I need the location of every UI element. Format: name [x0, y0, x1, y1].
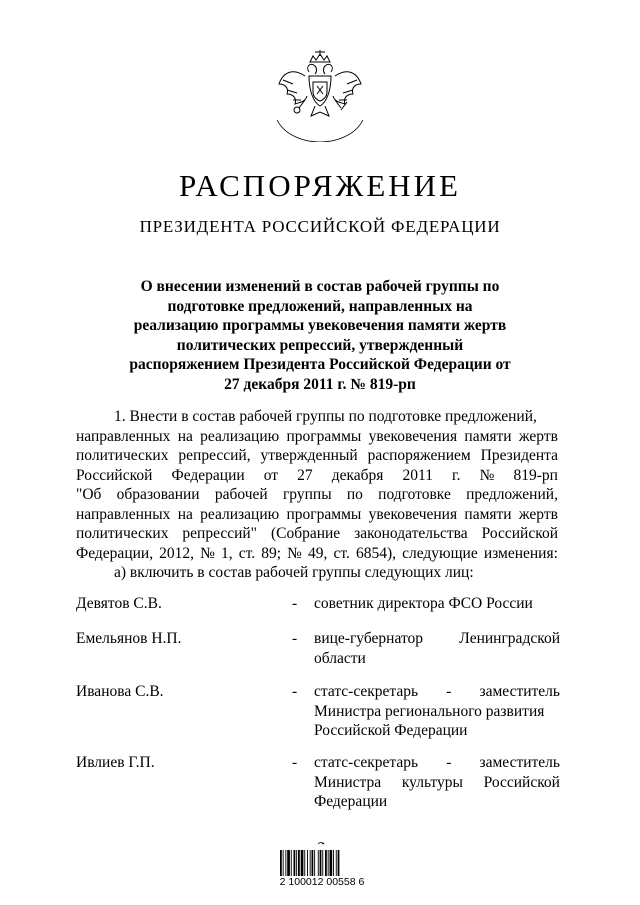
member-dash: -	[292, 595, 298, 612]
position-line: области	[314, 649, 366, 667]
member-name: Иванова С.В.	[76, 683, 164, 700]
document-title-line: подготовке предложений, направленных на	[167, 297, 473, 315]
member-name: Емельянов Н.П.	[76, 630, 182, 647]
member-dash: -	[292, 754, 298, 771]
document-title-line: 27 декабря 2011 г. № 819-рп	[224, 375, 416, 393]
member-name: Девятов С.В.	[76, 595, 162, 612]
position-line: вице-губернатор Ленинградской	[314, 630, 560, 647]
document-title	[100, 277, 540, 394]
paragraph-line: "Об образовании рабочей группы по подготовке предложений,	[76, 486, 558, 503]
document-title-line: О внесении изменений в состав рабочей группы по	[140, 278, 500, 295]
position-line: советник директора ФСО России	[314, 595, 533, 612]
paragraph-line: 1. Внести в состав рабочей группы по подготовке предложений,	[114, 408, 537, 425]
position-line: Российской Федерации	[314, 722, 468, 739]
paragraph-line: политических репрессий" (Собрание законодательства Российской	[76, 525, 558, 542]
paragraph-1	[76, 407, 558, 583]
position-line: статс-секретарь - заместитель	[314, 754, 560, 771]
position-line: Министра регионального развития	[314, 702, 545, 720]
member-position	[314, 594, 560, 614]
barcode-number: 2 100012 00558 6	[279, 876, 365, 888]
document-title-line: политических репрессий, утвержденный	[176, 336, 464, 354]
member-position	[314, 682, 560, 741]
member-name: Ивлиев Г.П.	[76, 754, 155, 771]
position-line: Федерации	[314, 793, 388, 810]
russian-coat-of-arms-icon	[275, 50, 365, 142]
member-dash: -	[292, 630, 298, 647]
document-title-line: распоряжением Президента Российской Федерации от	[129, 356, 511, 373]
barcode-icon	[278, 842, 364, 876]
paragraph-line: Федерации, 2012, № 1, ст. 89; № 49, ст. 6854), следующие изменения:	[76, 544, 558, 562]
document-title-line: реализацию программы увековечения памяти жертв	[133, 317, 507, 334]
paragraph-line: направленных на реализацию программы увековечения памяти жертв	[76, 505, 558, 523]
position-line: статс-секретарь - заместитель	[314, 683, 560, 700]
issuer-heading: ПРЕЗИДЕНТА РОССИЙСКОЙ ФЕДЕРАЦИИ	[139, 217, 501, 236]
paragraph-line: направленных на реализацию программы увековечения памяти жертв	[76, 427, 558, 445]
paragraph-line: Российской Федерации от 27 декабря 2011 г. № 819-рп	[76, 466, 558, 484]
subitem-a: а) включить в состав рабочей группы следующих лиц:	[114, 564, 474, 581]
document-type-heading: РАСПОРЯЖЕНИЕ	[179, 168, 461, 203]
member-position	[314, 753, 560, 812]
member-dash: -	[292, 683, 298, 700]
member-position	[314, 629, 560, 668]
paragraph-line: политических репрессий, утвержденный распоряжением Президента	[76, 447, 558, 464]
position-line: Министра культуры Российской	[314, 773, 560, 791]
